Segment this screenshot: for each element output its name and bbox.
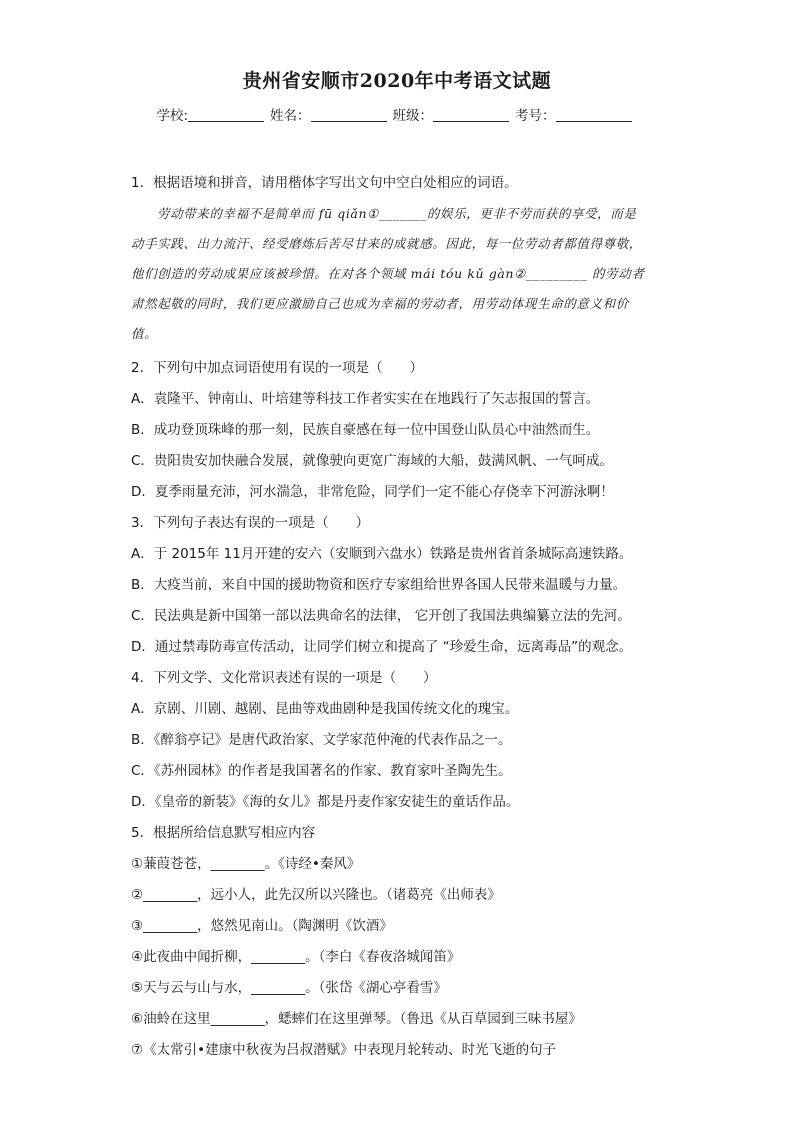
question-1-stem: 1．根据语境和拼音，请用楷体字写出文句中空白处相应的词语。	[131, 175, 518, 191]
question-5-item: ⑥油蛉在这里________，蟋蟀们在这里弹琴。（鲁迅《从百草园到三味书屋》	[131, 1011, 582, 1027]
question-3-option: C．民法典是新中国第一部以法典命名的法律， 它开创了我国法典编纂立法的先河。	[131, 608, 631, 624]
page-title: 贵州省安顺市2020年中考语文试题	[242, 70, 552, 92]
name-blank[interactable]	[311, 107, 387, 122]
question-4-option: C．《苏州园林》的作者是我国著名的作家、教育家叶圣陶先生。	[131, 763, 512, 779]
question-4-option: B．《醉翁亭记》是唐代政治家、文学家范仲淹的代表作品之一。	[131, 732, 512, 748]
student-info-line	[0, 104, 794, 124]
question-4-stem: 4．下列文学、文化常识表述有误的一项是（ ）	[131, 670, 437, 686]
question-3-option: B．大疫当前，来自中国的援助物资和医疗专家组给世界各国人民带来温暖与力量。	[131, 577, 627, 593]
question-1-passage-line: 他们创造的劳动成果应该被珍惜。在对各个领域 mái tóu kǔ gàn②_________ 的劳动者	[131, 266, 645, 281]
question-5-item: ②________，远小人，此先汉所以兴隆也。（诸葛亮《出师表》	[131, 887, 501, 903]
questions	[131, 168, 671, 1066]
question-2-option: B．成功登顶珠峰的那一刻，民族自豪感在每一位中国登山队员心中油然而生。	[131, 422, 600, 438]
question-5-stem: 5．根据所给信息默写相应内容	[131, 825, 316, 841]
name-label: 姓名：	[270, 108, 311, 124]
exam-number-blank[interactable]	[556, 107, 632, 122]
question-3-option: D．通过禁毒防毒宣传活动，让同学们树立和提高了 “珍爱生命，远离毒品”的观念。	[131, 639, 633, 655]
question-1-passage-line: 肃然起敬的同时，我们更应激励自己也成为幸福的劳动者，用劳动体现生命的意义和价	[131, 296, 629, 311]
school-label: 学校:	[156, 108, 189, 124]
question-5-item: ④此夜曲中闻折柳，________。（李白《春夜洛城闻笛》	[131, 949, 461, 965]
question-5-item: ③________，悠然见南山。（陶渊明《饮酒》	[131, 918, 393, 934]
question-2-option: A．袁隆平、钟南山、叶培建等科技工作者实实在在地践行了矢志报国的誓言。	[131, 391, 600, 407]
question-4-option: D．《皇帝的新装》《海的女儿》都是丹麦作家安徒生的童话作品。	[131, 794, 520, 810]
question-3-option: A．于 2015年 11月开建的安六（安顺到六盘水）铁路是贵州省首条城际高速铁路。	[131, 546, 633, 562]
question-1-passage-line: 动手实践、出力流汗、经受磨炼后苦尽甘来的成就感。因此，每一位劳动者都值得尊敬，	[131, 236, 642, 251]
question-5-item: ⑤天与云与山与水，________。（张岱《湖心亭看雪》	[131, 980, 447, 996]
school-blank[interactable]	[188, 107, 264, 122]
question-3-stem: 3．下列句子表达有误的一项是（ ）	[131, 515, 370, 531]
question-1-passage-line: 值。	[131, 326, 158, 341]
exam-number-label: 考号：	[515, 108, 556, 124]
class-blank[interactable]	[433, 107, 509, 122]
question-2-option: C．贵阳贵安加快融合发展，就像驶向更宽广海域的大船，鼓满风帆、一气呵成。	[131, 453, 613, 469]
question-2-option: D．夏季雨量充沛，河水湍急，非常危险，同学们一定不能心存侥幸下河游泳啊！	[131, 484, 614, 500]
question-4-option: A．京剧、川剧、越剧、昆曲等戏曲剧种是我国传统文化的瑰宝。	[131, 701, 519, 717]
class-label: 班级：	[392, 108, 434, 124]
question-2-stem: 2．下列句中加点词语使用有误的一项是（ ）	[131, 360, 424, 376]
question-1-passage-line: 劳动带来的幸福不是简单而 fū qiǎn①_______的娱乐，更非不劳而获的享受，而是	[157, 206, 637, 221]
question-5-item: ①蒹葭苍苍，________。《诗经•秦风》	[131, 856, 361, 872]
question-5-item: ⑦《太常引•建康中秋夜为吕叔潜赋》中表现月轮转动、时光飞逝的句子	[131, 1042, 557, 1058]
